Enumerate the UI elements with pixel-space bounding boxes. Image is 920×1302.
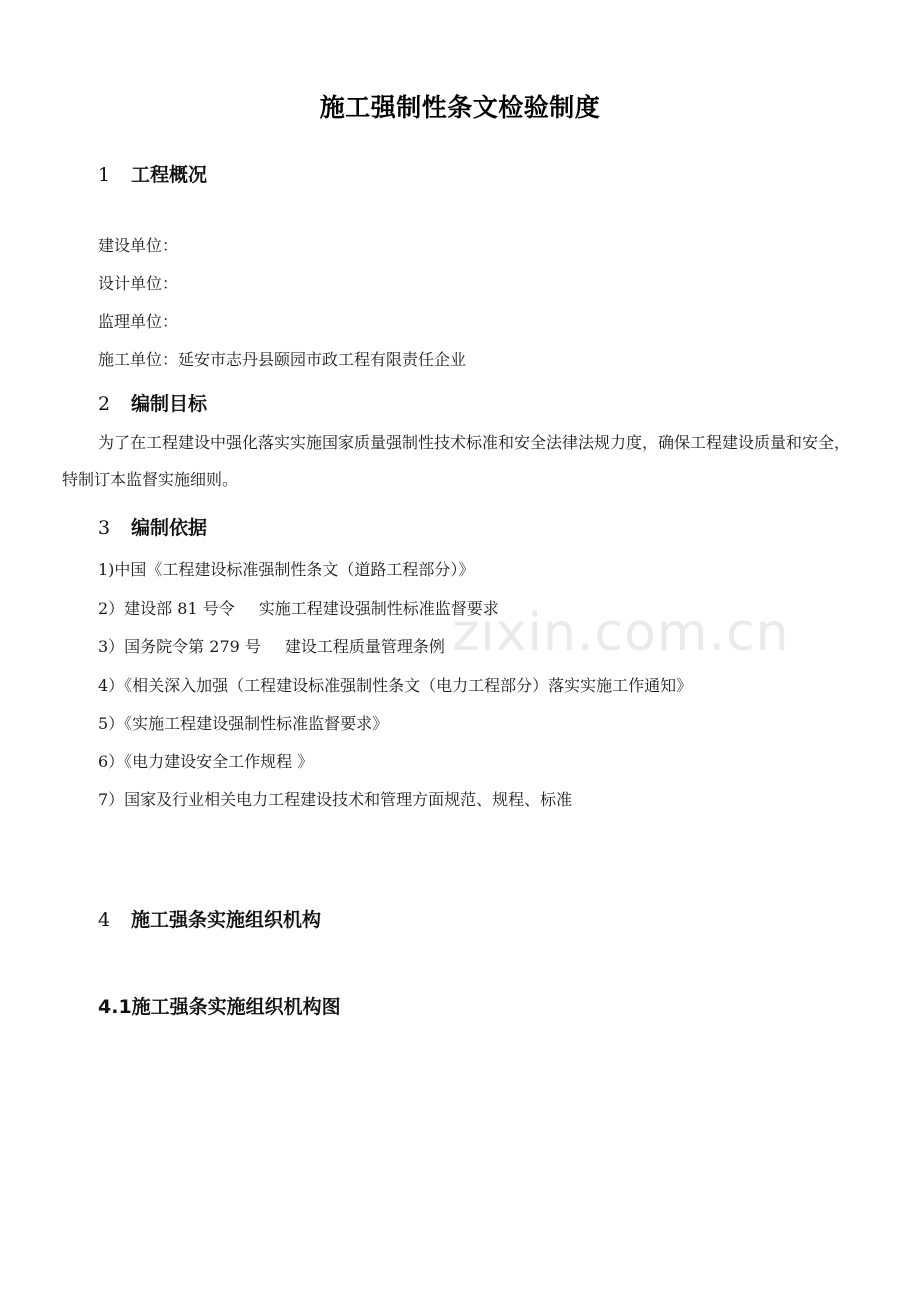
field-label: 施工单位： <box>98 350 179 369</box>
basis-item-6 <box>98 749 313 772</box>
section-4-heading <box>98 905 321 932</box>
basis-item-text: 5）《实施工程建设强制性标准监督要求》 <box>98 714 389 733</box>
basis-item-2 <box>98 596 499 619</box>
section-1-title: 工程概况 <box>131 164 208 186</box>
watermark: zixin.com.cn <box>452 603 790 663</box>
field-contractor-unit <box>98 347 466 370</box>
field-construction-unit <box>98 233 178 256</box>
section-2-paragraph: 为了在工程建设中强化落实实施国家质量强制性技术标准和安全法律法规力度，确保工程建设质量和安全，特制订本监督实施细则。 <box>62 433 851 489</box>
basis-item-text: 7）国家及行业相关电力工程建设技术和管理方面规范、规程、标准 <box>98 790 573 809</box>
field-design-unit <box>98 271 178 294</box>
field-label: 建设单位： <box>98 236 179 255</box>
field-label: 设计单位： <box>98 274 179 293</box>
document-title: 施工强制性条文检验制度 <box>319 93 601 122</box>
basis-item-text: 6）《电力建设安全工作规程 》 <box>98 752 314 771</box>
basis-item-subtext: 建设工程质量管理条例 <box>284 637 445 656</box>
section-2-heading <box>98 389 207 416</box>
basis-item-text: 1)中国《工程建设标准强制性条文（道路工程部分）》 <box>98 560 475 579</box>
basis-item-text: 2）建设部 81 号令 <box>98 599 235 618</box>
field-value: 延安市志丹县颐园市政工程有限责任企业 <box>178 350 467 369</box>
section-1-heading <box>98 160 207 187</box>
basis-item-text: 4）《相关深入加强（工程建设标准强制性条文（电力工程部分）落实实施工作通知》 <box>98 676 693 695</box>
section-3-heading <box>98 513 207 540</box>
basis-item-5 <box>98 711 388 734</box>
basis-item-subtext: 实施工程建设强制性标准监督要求 <box>258 599 499 618</box>
basis-item-text: 3）国务院令第 279 号 <box>98 637 261 656</box>
basis-item-3 <box>98 634 445 657</box>
section-4-1-number: 4.1 <box>98 996 132 1018</box>
basis-item-1 <box>98 557 474 580</box>
basis-item-4 <box>98 673 692 696</box>
section-4-number: 4 <box>98 909 111 931</box>
section-4-1-title: 施工强条实施组织机构图 <box>131 996 341 1018</box>
section-3-title: 编制依据 <box>131 517 208 539</box>
section-3-number: 3 <box>98 517 111 539</box>
field-label: 监理单位： <box>98 312 179 331</box>
section-4-title: 施工强条实施组织机构 <box>131 909 322 931</box>
section-2-title: 编制目标 <box>131 393 208 415</box>
field-supervision-unit <box>98 309 178 332</box>
basis-item-7 <box>98 787 572 810</box>
section-1-number: 1 <box>98 164 111 186</box>
section-4-1-heading <box>98 992 341 1019</box>
section-2-number: 2 <box>98 393 111 415</box>
